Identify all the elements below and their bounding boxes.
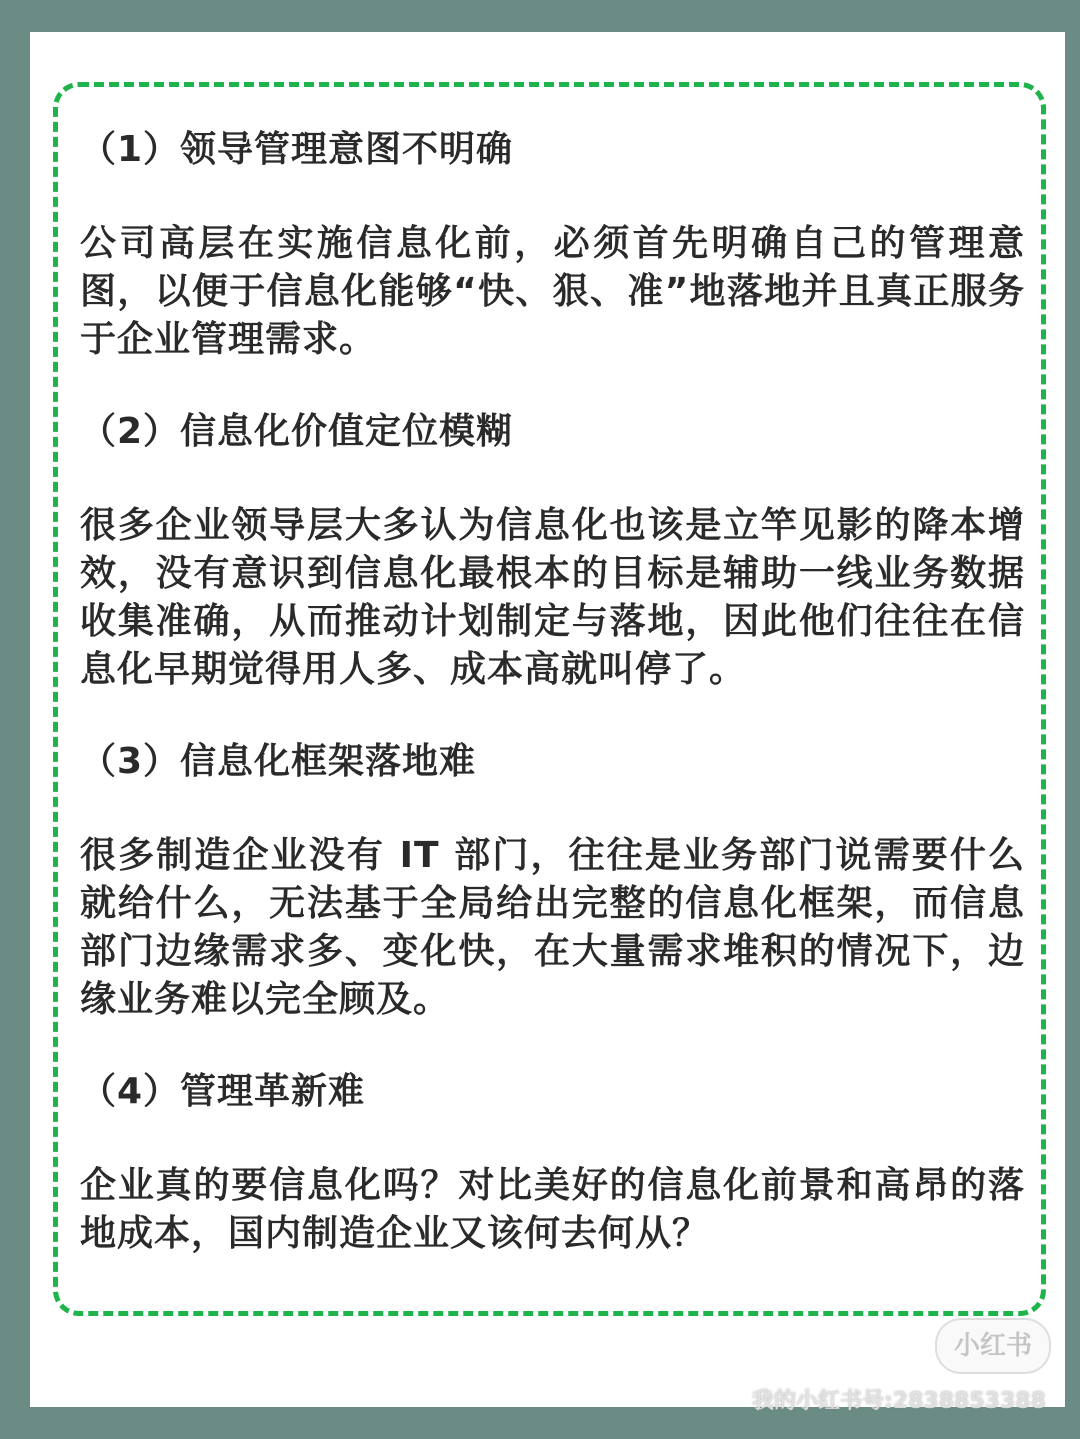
section-heading-4: （4）管理革新难 [80, 1071, 366, 1112]
section-body-4: 企业真的要信息化吗？对比美好的信息化前景和高昂的落地成本，国内制造企业又该何去何从？ [80, 1165, 1025, 1254]
xiaohongshu-logo: 小红书 [935, 1318, 1051, 1374]
section-heading-3: （3）信息化框架落地难 [80, 741, 477, 782]
section-body-3: 很多制造企业没有 IT 部门，往往是业务部门说需要什么就给什么，无法基于全局给出完整的信息化框架，而信息部门边缘需求多、变化快，在大量需求堆积的情况下，边缘业务难以完全顾及。 [80, 835, 1025, 1020]
section-heading-2: （2）信息化价值定位模糊 [80, 411, 514, 452]
section-heading-1: （1）领导管理意图不明确 [80, 129, 514, 170]
article-content [80, 118, 1025, 1258]
section-body-1: 公司高层在实施信息化前，必须首先明确自己的管理意图，以便于信息化能够“快、狠、准”地落地并且真正服务于企业管理需求。 [80, 223, 1025, 360]
watermark-text: 我的小红书号:2838853388 [752, 1389, 1046, 1414]
section-body-2: 很多企业领导层大多认为信息化也该是立竿见影的降本增效，没有意识到信息化最根本的目标是辅助一线业务数据收集准确，从而推动计划制定与落地，因此他们往往在信息化早期觉得用人多、成本高就叫停了。 [80, 505, 1025, 690]
